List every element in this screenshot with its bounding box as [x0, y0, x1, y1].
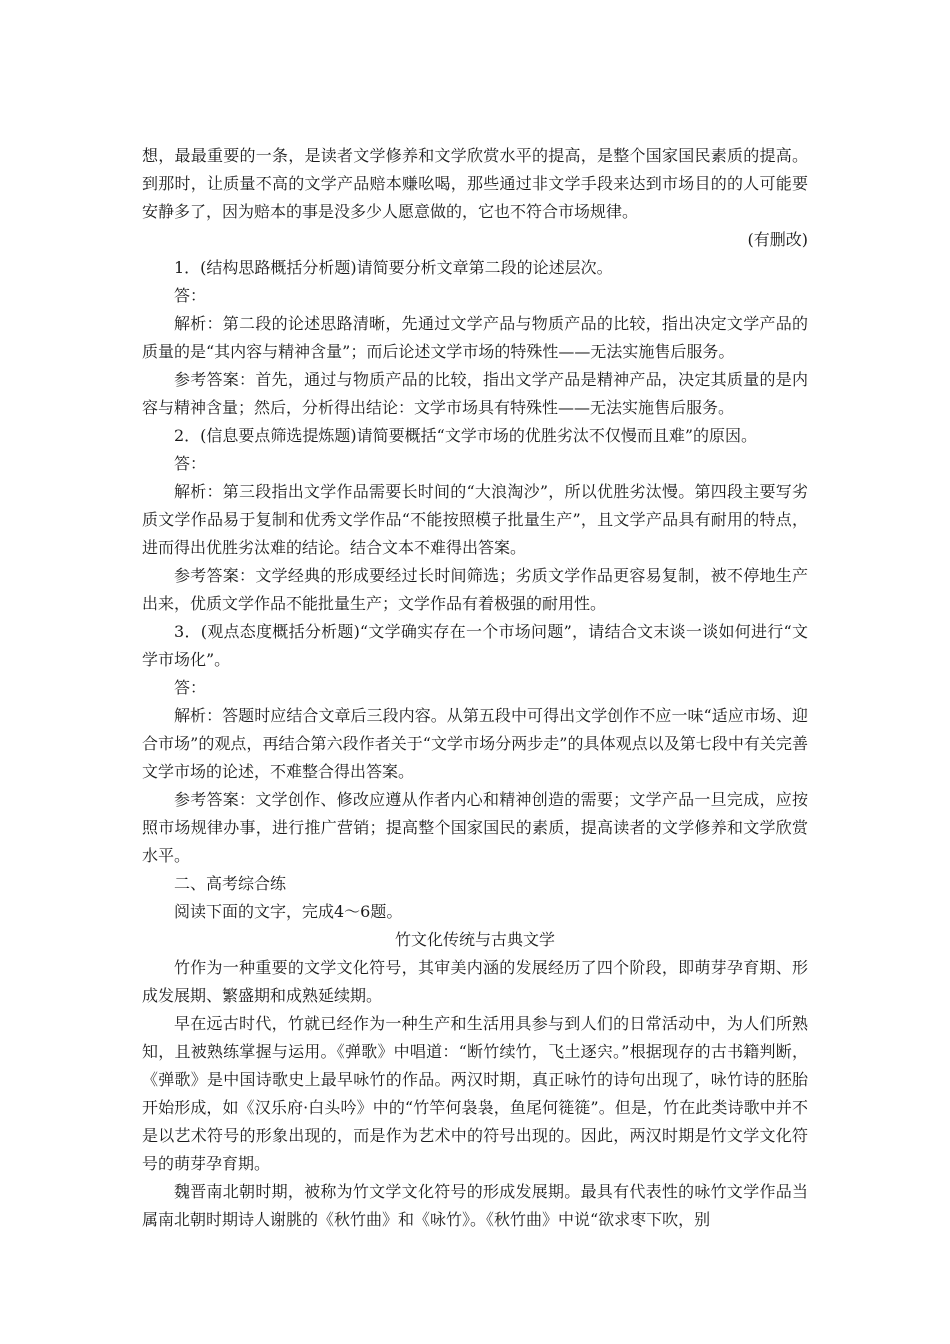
article-title: 竹文化传统与古典文学: [394, 930, 555, 949]
question-1: 1．(结构思路概括分析题)请简要分析文章第二段的论述层次。: [174, 258, 613, 277]
article-paragraph-2: 早在远古时代，竹就已经作为一种生产和生活用具参与到人们的日常活动中，为人们所熟知，且被熟练掌握与运用。《弹歌》中唱道：“断竹续竹，飞土逐宍。”根据现存的古书籍判断，《弹歌》是中国诗歌史上最早咏竹的作品。两汉时期，真正咏竹的诗句出现了，咏竹诗的胚胎开始形成，如《汉乐府·白头吟》中的“竹竿何袅袅，鱼尾何簁簁”。但是，竹在此类诗歌中并不是以艺术符号的形象出现的，而是作为艺术中的符号出现的。因此，两汉时期是竹文学文化符号的萌芽孕育期。: [142, 1014, 808, 1173]
analysis-3: 解析：答题时应结合文章后三段内容。从第五段中可得出文学创作不应一味“适应市场、迎合市场”的观点，再结合第六段作者关于“文学市场分两步走”的具体观点以及第七段中有关完善文学市场的论述，不难整合得出答案。: [142, 706, 808, 781]
reference-answer-3: 参考答案：文学创作、修改应遵从作者内心和精神创造的需要；文学产品一旦完成，应按照市场规律办事，进行推广营销；提高整个国家国民的素质，提高读者的文学修养和文学欣赏水平。: [142, 790, 808, 865]
section-heading: 二、高考综合练: [174, 874, 287, 893]
reading-instruction: 阅读下面的文字，完成4～6题。: [174, 902, 403, 921]
article-paragraph-1: 竹作为一种重要的文学文化符号，其审美内涵的发展经历了四个阶段，即萌芽孕育期、形成发展期、繁盛期和成熟延续期。: [142, 958, 808, 1005]
question-2: 2．(信息要点筛选提炼题)请简要概括“文学市场的优胜劣汰不仅慢而且难”的原因。: [174, 426, 758, 445]
document-body: [142, 142, 808, 1234]
source-note: (有删改): [747, 230, 808, 249]
article-paragraph-3: 魏晋南北朝时期，被称为竹文学文化符号的形成发展期。最具有代表性的咏竹文学作品当属南北朝时期诗人谢朓的《秋竹曲》和《咏竹》。《秋竹曲》中说“欲求枣下吹，别: [142, 1182, 808, 1229]
answer-label-3: 答：: [174, 678, 207, 697]
reference-answer-2: 参考答案：文学经典的形成要经过长时间筛选；劣质文学作品更容易复制，被不停地生产出来，优质文学作品不能批量生产；文学作品有着极强的耐用性。: [142, 566, 808, 613]
reference-answer-1: 参考答案：首先，通过与物质产品的比较，指出文学产品是精神产品，决定其质量的是内容与精神含量；然后，分析得出结论：文学市场具有特殊性——无法实施售后服务。: [142, 370, 808, 417]
question-3: 3．(观点态度概括分析题)“文学确实存在一个市场问题”，请结合文末谈一谈如何进行“文学市场化”。: [142, 622, 808, 669]
answer-label-2: 答：: [174, 454, 207, 473]
answer-label-1: 答：: [174, 286, 207, 305]
paragraph-continuation: 想，最最重要的一条，是读者文学修养和文学欣赏水平的提高，是整个国家国民素质的提高。到那时，让质量不高的文学产品赔本赚吆喝，那些通过非文学手段来达到市场目的的人可能要安静多了，因为赔本的事是没多少人愿意做的，它也不符合市场规律。: [142, 146, 808, 221]
analysis-2: 解析：第三段指出文学作品需要长时间的“大浪淘沙”，所以优胜劣汰慢。第四段主要写劣质文学作品易于复制和优秀文学作品“不能按照模子批量生产”，且文学产品具有耐用的特点，进而得出优胜劣汰难的结论。结合文本不难得出答案。: [142, 482, 808, 557]
analysis-1: 解析：第二段的论述思路清晰，先通过文学产品与物质产品的比较，指出决定文学产品的质量的是“其内容与精神含量”；而后论述文学市场的特殊性——无法实施售后服务。: [142, 314, 808, 361]
